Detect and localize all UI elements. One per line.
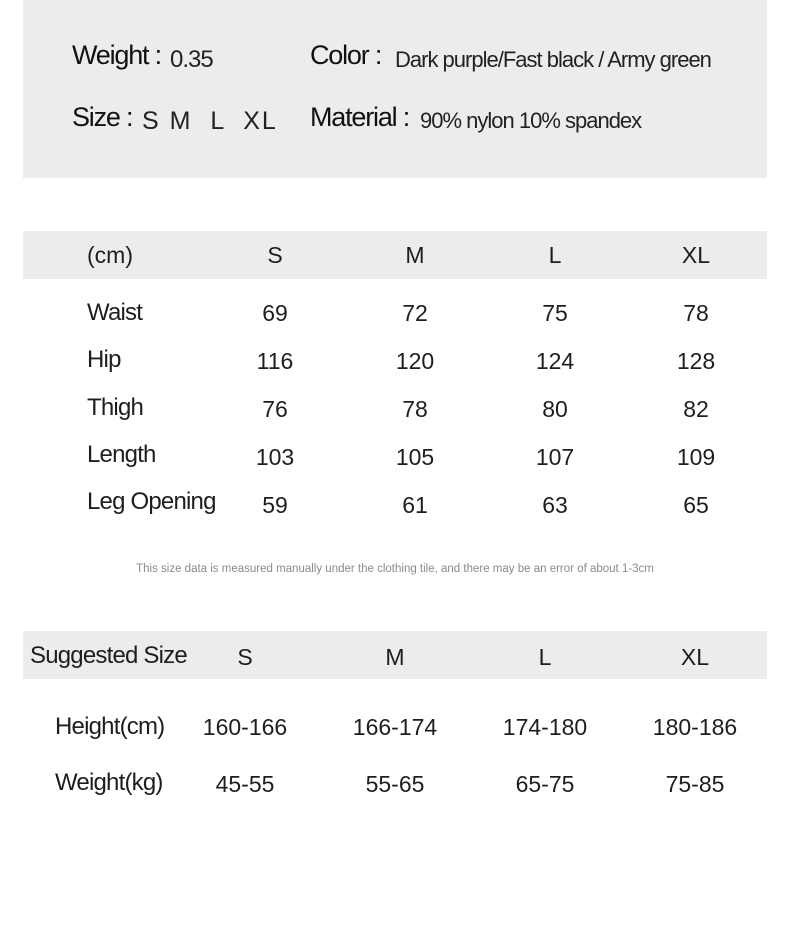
- row-label: Thigh: [87, 394, 144, 421]
- table-cell: 69: [262, 300, 288, 326]
- table-cell: 59: [262, 492, 288, 518]
- table-cell: 82: [683, 396, 709, 422]
- table-cell: 174-180: [502, 714, 588, 740]
- suggested-header-xl: XL: [680, 644, 710, 670]
- material-value: 90% nylon 10% spandex: [420, 108, 642, 133]
- table-cell: 65: [683, 492, 709, 518]
- suggested-header-m: M: [385, 644, 405, 670]
- measurement-note: This size data is measured manually under the clothing tile, and there may be an error of about 1-3cm: [136, 563, 654, 575]
- table-cell: 55-65: [365, 771, 425, 797]
- row-label: Waist: [87, 299, 143, 326]
- row-label: Leg Opening: [87, 488, 216, 515]
- table-cell: 75: [542, 300, 568, 326]
- unit-header: (cm): [87, 242, 133, 268]
- table-cell: 180-186: [652, 714, 738, 740]
- table-cell: 80: [542, 396, 568, 422]
- table-cell: 120: [395, 348, 435, 374]
- color-label: Color :: [310, 40, 382, 70]
- row-label: Length: [87, 441, 156, 468]
- table-cell: 45-55: [215, 771, 275, 797]
- table-cell: 72: [402, 300, 428, 326]
- column-header-m: M: [405, 242, 425, 268]
- size-table-header: [23, 231, 767, 279]
- size-label: Size :: [72, 102, 133, 132]
- table-cell: 116: [256, 348, 294, 374]
- color-value: Dark purple/Fast black / Army green: [395, 47, 711, 72]
- row-label: Weight(kg): [55, 769, 163, 796]
- material-label: Material :: [310, 102, 410, 132]
- table-cell: 105: [395, 444, 435, 470]
- row-label: Hip: [87, 346, 121, 373]
- table-cell: 78: [683, 300, 709, 326]
- table-cell: 160-166: [202, 714, 288, 740]
- column-header-xl: XL: [681, 242, 711, 268]
- table-cell: 109: [676, 444, 716, 470]
- table-cell: 166-174: [352, 714, 438, 740]
- weight-label: Weight :: [72, 40, 161, 70]
- table-cell: 124: [535, 348, 575, 374]
- table-cell: 65-75: [515, 771, 575, 797]
- product-spec-panel: [23, 0, 767, 178]
- column-header-l: L: [548, 242, 562, 268]
- suggested-size-title: Suggested Size: [30, 642, 187, 669]
- table-cell: 76: [262, 396, 288, 422]
- row-label: Height(cm): [55, 713, 165, 740]
- table-cell: 103: [255, 444, 295, 470]
- suggested-header-s: S: [237, 644, 253, 670]
- suggested-header-l: L: [538, 644, 552, 670]
- table-cell: 75-85: [665, 771, 725, 797]
- weight-value: 0.35: [170, 46, 213, 73]
- column-header-s: S: [267, 242, 283, 268]
- table-cell: 61: [402, 492, 428, 518]
- table-cell: 128: [676, 348, 716, 374]
- size-value: S M L XL: [142, 107, 278, 135]
- table-cell: 78: [402, 396, 428, 422]
- table-cell: 63: [542, 492, 568, 518]
- table-cell: 107: [535, 444, 575, 470]
